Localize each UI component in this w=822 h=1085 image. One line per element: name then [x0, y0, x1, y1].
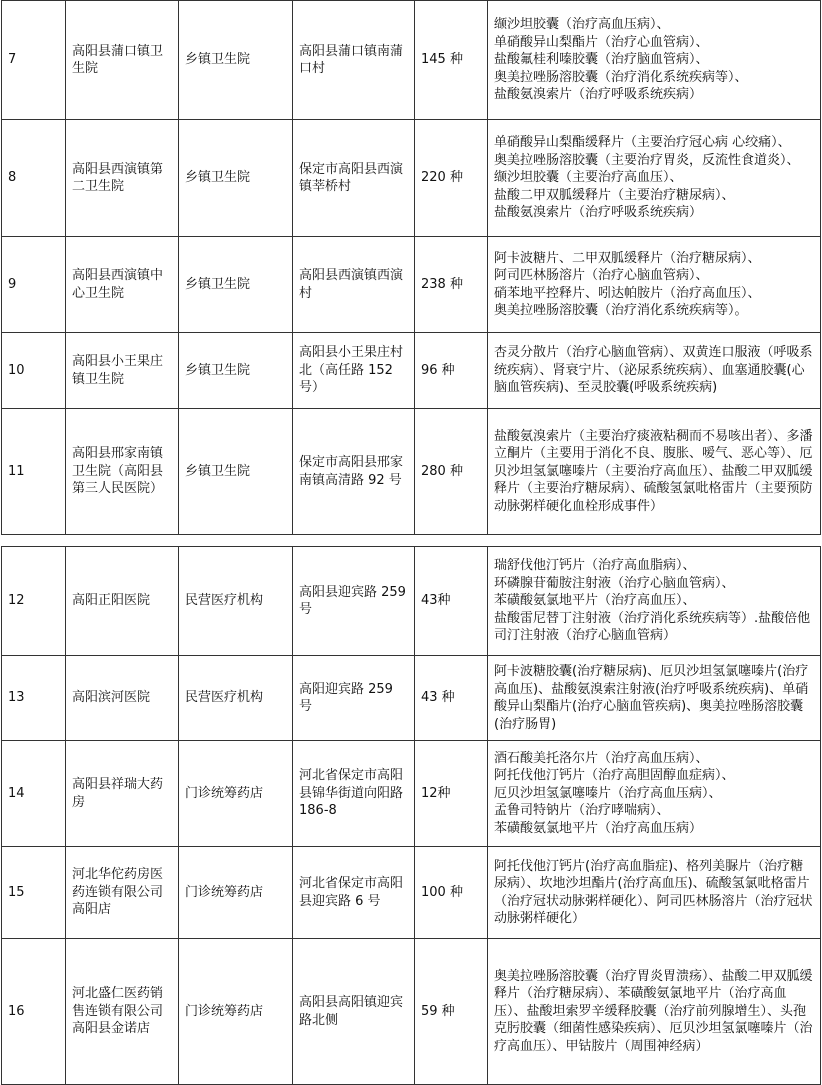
drug-line: 苯磺酸氨氯地平片（治疗高血压）、 — [494, 593, 696, 609]
drug-line: 杏灵分散片（治疗心脑血管病）、双黄连口服液（呼吸系统疾病）、肾衰宁片、（泌尿系统疾病）、血塞通胶囊(心脑血管疾病)、至灵胶囊(呼吸系统疾病) — [494, 345, 813, 396]
drug-line: 阿司匹林肠溶片（治疗心脑血管病）、 — [494, 268, 709, 283]
drug-count: 238 种 — [415, 237, 488, 333]
drug-line: 厄贝沙坦氢氯噻嗪片（治疗高血压病）、 — [494, 785, 722, 801]
drug-list — [488, 237, 821, 333]
drug-line: 苯磺酸氨氯地平片（治疗高血压病） — [494, 820, 703, 836]
institution-address: 河北省保定市高阳县迎宾路 6 号 — [293, 847, 415, 939]
row-number: 15 — [2, 847, 66, 939]
table-gap — [0, 535, 822, 545]
drug-count: 96 种 — [415, 333, 488, 409]
table-row — [2, 333, 821, 409]
drug-count: 145 种 — [415, 1, 488, 120]
drug-list — [488, 656, 821, 741]
drug-table-part-1 — [1, 0, 821, 535]
drug-count: 280 种 — [415, 409, 488, 535]
institution-address: 保定市高阳县西演镇莘桥村 — [293, 120, 415, 237]
drug-line: 孟鲁司特钠片（治疗哮喘病）、 — [494, 803, 670, 819]
institution-name: 高阳滨河医院 — [66, 656, 179, 741]
table-row — [2, 1, 821, 120]
institution-type: 乡镇卫生院 — [179, 409, 293, 535]
drug-list — [488, 1, 821, 120]
table-row — [2, 847, 821, 939]
row-number: 10 — [2, 333, 66, 409]
row-number: 12 — [2, 547, 66, 656]
drug-line: 奥美拉唑肠溶胶囊（治疗胃炎胃溃疡）、盐酸二甲双胍缓释片（治疗糖尿病）、苯磺酸氨氯地平片（治疗高血压）、盐酸坦索罗辛缓释胶囊（治疗前列腺增生）、头孢克肟胶囊（细菌性感染疾病）、厄贝沙坦氢氯噻嗪片（治疗高血压）、甲钴胺片（周围神经病） — [494, 968, 813, 1054]
institution-name: 高阳县西演镇中心卫生院 — [66, 237, 179, 333]
table-row — [2, 741, 821, 847]
drug-line: 奥美拉唑肠溶胶囊（主要治疗胃炎，反流性食道炎）、 — [494, 152, 800, 168]
drug-line: 盐酸氨溴索片（治疗呼吸系统疾病） — [494, 87, 703, 103]
drug-line: 环磷腺苷葡胺注射液（治疗心脑血管病）、 — [494, 575, 735, 591]
row-number: 16 — [2, 939, 66, 1085]
drug-line: 瑞舒伐他汀钙片（治疗高血脂病）、 — [494, 558, 696, 574]
row-number: 13 — [2, 656, 66, 741]
drug-line: 酒石酸美托洛尔片（治疗高血压病）、 — [494, 750, 709, 766]
institution-type: 乡镇卫生院 — [179, 120, 293, 237]
table-row — [2, 120, 821, 237]
institution-address: 高阳县迎宾路 259 号 — [293, 547, 415, 656]
institution-name: 高阳县祥瑞大药房 — [66, 741, 179, 847]
institution-type: 门诊统筹药店 — [179, 741, 293, 847]
institution-type: 乡镇卫生院 — [179, 1, 293, 120]
drug-list — [488, 547, 821, 656]
drug-count: 12种 — [415, 741, 488, 847]
drug-list — [488, 333, 821, 409]
table-row — [2, 656, 821, 741]
drug-line: 硝苯地平控释片、吲达帕胺片（治疗高血压）、 — [494, 285, 761, 301]
row-number: 11 — [2, 409, 66, 535]
drug-count: 59 种 — [415, 939, 488, 1085]
row-number: 9 — [2, 237, 66, 333]
institution-address: 高阳县高阳镇迎宾路北侧 — [293, 939, 415, 1085]
row-number: 14 — [2, 741, 66, 847]
drug-list — [488, 847, 821, 939]
drug-line: 阿托伐他汀钙片(治疗高血脂症)、格列美脲片（治疗糖尿病）、坎地沙坦酯片(治疗高血压)、硫酸氢氯吡格雷片（治疗冠状动脉粥样硬化）、阿司匹林肠溶片（治疗冠状动脉粥样硬化） — [494, 858, 813, 926]
drug-line: 奥美拉唑肠溶胶囊（治疗消化系统疾病等）。 — [494, 303, 748, 318]
drug-line: 缬沙坦胶囊（治疗高血压病）、 — [494, 17, 670, 33]
institution-address: 高阳县西演镇西演村 — [293, 237, 415, 333]
institution-type: 乡镇卫生院 — [179, 333, 293, 409]
institution-name: 高阳县蒲口镇卫生院 — [66, 1, 179, 120]
institution-name: 高阳县小王果庄镇卫生院 — [66, 333, 179, 409]
institution-name: 河北盛仁医药销售连锁有限公司高阳县金诺店 — [66, 939, 179, 1085]
drug-count: 43 种 — [415, 656, 488, 741]
drug-line: 缬沙坦胶囊（主要治疗高血压）、 — [494, 170, 683, 186]
drug-line: 阿卡波糖胶囊(治疗糖尿病)、厄贝沙坦氢氯噻嗪片(治疗高血压)、盐酸氨溴索注射液(治疗呼吸系统疾病)、单硝酸异山梨酯片(治疗心脑血管疾病)、奥美拉唑肠溶胶囊(治疗肠胃) — [494, 664, 809, 732]
table-row — [2, 939, 821, 1085]
institution-type: 乡镇卫生院 — [179, 237, 293, 333]
institution-name: 河北华佗药房医药连锁有限公司高阳店 — [66, 847, 179, 939]
drug-line: 单硝酸异山梨酯缓释片（主要治疗冠心病 心绞痛）、 — [494, 135, 791, 151]
drug-count: 43种 — [415, 547, 488, 656]
institution-type: 门诊统筹药店 — [179, 847, 293, 939]
drug-list — [488, 409, 821, 535]
row-number: 7 — [2, 1, 66, 120]
institution-type: 民营医疗机构 — [179, 656, 293, 741]
drug-line: 阿卡波糖片、二甲双胍缓释片（治疗糖尿病）、 — [494, 250, 761, 266]
institution-name: 高阳正阳医院 — [66, 547, 179, 656]
row-number: 8 — [2, 120, 66, 237]
drug-count: 100 种 — [415, 847, 488, 939]
institution-type: 门诊统筹药店 — [179, 939, 293, 1085]
drug-line: 奥美拉唑肠溶胶囊（治疗消化系统疾病等）、 — [494, 69, 748, 85]
drug-line: 盐酸氟桂利嗪胶囊（治疗脑血管病）、 — [494, 52, 709, 68]
institution-address: 河北省保定市高阳县锦华街道向阳路 186-8 — [293, 741, 415, 847]
institution-name: 高阳县邢家南镇卫生院（高阳县第三人民医院） — [66, 409, 179, 535]
drug-list — [488, 939, 821, 1085]
drug-list — [488, 741, 821, 847]
drug-line: 单硝酸异山梨酯片（治疗心血管病）、 — [494, 34, 709, 50]
institution-type: 民营医疗机构 — [179, 547, 293, 656]
table-row — [2, 409, 821, 535]
drug-count: 220 种 — [415, 120, 488, 237]
drug-line: 阿托伐他汀钙片（治疗高胆固醇血症病）、 — [494, 768, 735, 784]
institution-address: 高阳迎宾路 259 号 — [293, 656, 415, 741]
institution-address: 保定市高阳县邢家南镇高清路 92 号 — [293, 409, 415, 535]
drug-table-part-2 — [1, 546, 821, 1085]
institution-name: 高阳县西演镇第二卫生院 — [66, 120, 179, 237]
drug-line: 盐酸二甲双胍缓释片（主要治疗糖尿病）、 — [494, 187, 735, 203]
drug-line: 盐酸雷尼替丁注射液（治疗消化系统疾病等）.盐酸倍他司汀注射液（治疗心脑血管病） — [494, 610, 811, 644]
table-row — [2, 547, 821, 656]
drug-line: 盐酸氨溴索片（治疗呼吸系统疾病） — [494, 205, 703, 221]
drug-list — [488, 120, 821, 237]
drug-line: 盐酸氨溴索片（主要治疗痰液粘稠而不易咳出者）、多潘立酮片（主要用于消化不良、腹胀、嗳气、恶心等）、厄贝沙坦氢氯噻嗪片（主要治疗高血压）、盐酸二甲双胍缓释片（主要治疗糖尿病）、硫酸氢氯吡格雷片（主要预防动脉粥样硬化血栓形成事件） — [494, 428, 813, 514]
institution-address: 高阳县小王果庄村北（高任路 152 号） — [293, 333, 415, 409]
table-row — [2, 237, 821, 333]
institution-address: 高阳县蒲口镇南蒲口村 — [293, 1, 415, 120]
